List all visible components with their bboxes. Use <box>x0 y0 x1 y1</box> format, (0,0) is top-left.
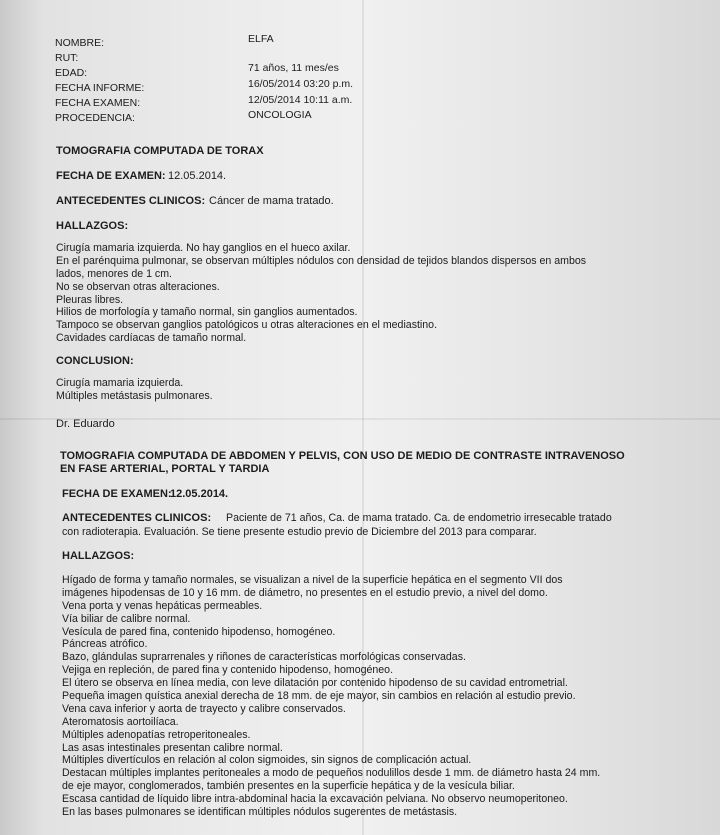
report1-hallazgos-label: HALLAZGOS: <box>56 220 129 232</box>
report2-hallazgo-line: Destacan múltiples implantes peritoneales a modo de pequeños nodulillos desde 1 mm. de diámetro hasta 24 mm. <box>62 767 601 780</box>
report1-conclusion-label: CONCLUSION: <box>56 355 134 367</box>
report1-conclusion-list <box>56 377 213 403</box>
report2-exam-date-label: FECHA DE EXAMEN: <box>62 488 172 500</box>
report2-hallazgo-line: Las asas intestinales presentan calibre normal. <box>62 741 283 754</box>
report2-hallazgo-line: Hígado de forma y tamaño normales, se visualizan a nivel de la superficie hepática en el segmento VII dos <box>62 574 563 586</box>
report1-hallazgo-line: No se observan otras alteraciones. <box>56 280 220 293</box>
report1-hallazgo-line: Tampoco se observan ganglios patológicos u otras alteraciones en el mediastino. <box>56 319 438 332</box>
report2-hallazgo-line: Páncreas atrófico. <box>62 638 148 651</box>
report2-hallazgo-line: En las bases pulmonares se identifican múltiples nódulos sugerentes de metástasis. <box>62 806 458 819</box>
report2-hallazgo-line: Ateromatosis aortoilíaca. <box>62 715 179 728</box>
label-procedencia: PROCEDENCIA: <box>55 112 135 124</box>
report2-hallazgos-label: HALLAZGOS: <box>62 550 135 562</box>
value-edad: 71 años, 11 mes/es <box>248 62 339 74</box>
report2-hallazgo-line: Vía biliar de calibre normal. <box>62 612 191 625</box>
report1-hallazgos-list <box>56 242 586 345</box>
label-fecha-examen: FECHA EXAMEN: <box>55 97 141 109</box>
report2-hallazgo-line: Bazo, glándulas suprarrenales y riñones de características morfológicas conservadas. <box>62 651 466 664</box>
value-procedencia: ONCOLOGIA <box>248 109 312 121</box>
report2-hallazgo-line: Múltiples divertículos en relación al colon sigmoides, sin signos de complicación actual. <box>62 754 472 767</box>
report1-hallazgo-line: lados, menores de 1 cm. <box>56 267 172 280</box>
label-edad: EDAD: <box>55 67 88 79</box>
report1-hallazgo-line: Pleuras libres. <box>56 293 124 306</box>
report2-hallazgo-line: El útero se observa en línea media, con leve dilatación por contenido hipodenso de su cavidad entrometrial. <box>62 677 568 690</box>
report2-hallazgo-line: Múltiples adenopatías retroperitoneales. <box>62 728 251 741</box>
report2-antecedentes-label: ANTECEDENTES CLINICOS: <box>62 512 212 524</box>
report1-conclusion-line: Múltiples metástasis pulmonares. <box>56 389 213 402</box>
report1-hallazgo-line: En el parénquima pulmonar, se observan múltiples nódulos con densidad de tejidos blandos dispersos en ambos <box>56 254 587 267</box>
report1-doctor: Dr. Eduardo <box>56 418 115 430</box>
report2-title-line2: EN FASE ARTERIAL, PORTAL Y TARDIA <box>60 463 270 475</box>
report1-hallazgo-line: Cirugía mamaria izquierda. No hay ganglios en el hueco axilar. <box>56 242 351 254</box>
value-fecha-informe: 16/05/2014 03:20 p.m. <box>248 78 354 90</box>
report2-hallazgo-line: Vena cava inferior y aorta de trayecto y calibre conservados. <box>62 702 346 715</box>
label-fecha-informe: FECHA INFORME: <box>55 82 145 94</box>
report2-hallazgo-line: Pequeña imagen quística anexial derecha de 18 mm. de eje mayor, sin cambios en relación al estudio previo. <box>62 690 576 703</box>
report1-antecedentes: Cáncer de mama tratado. <box>209 195 334 207</box>
report1-hallazgo-line: Cavidades cardíacas de tamaño normal. <box>56 332 247 345</box>
report2-hallazgos-list <box>62 574 600 819</box>
report2-antecedentes-line1: Paciente de 71 años, Ca. de mama tratado. Ca. de endometrio irresecable tratado <box>226 512 612 524</box>
report1-exam-date-label: FECHA DE EXAMEN: <box>56 170 166 182</box>
report2-hallazgo-line: Vena porta y venas hepáticas permeables. <box>62 599 263 612</box>
value-nombre: ELFA <box>248 33 274 45</box>
label-rut: RUT: <box>55 52 79 64</box>
report2-hallazgo-line: Vejiga en repleción, de pared fina y contenido hipodenso, homogéneo. <box>62 664 394 677</box>
report1-hallazgo-line: Hilios de morfología y tamaño normal, sin ganglios aumentados. <box>56 306 358 319</box>
report2-hallazgo-line: imágenes hipodensas de 10 y 16 mm. de diámetro, no presentes en el estudio previo, a nivel del domo. <box>62 586 548 599</box>
report1-exam-date: 12.05.2014. <box>168 170 227 182</box>
report2-exam-date: 12.05.2014. <box>170 488 229 500</box>
value-fecha-examen: 12/05/2014 10:11 a.m. <box>248 94 353 106</box>
report1-title: TOMOGRAFIA COMPUTADA DE TORAX <box>56 145 264 157</box>
report2-hallazgo-line: Vesícula de pared fina, contenido hipodenso, homogéneo. <box>62 625 336 638</box>
report2-antecedentes-line2: con radioterapia. Evaluación. Se tiene presente estudio previo de Diciembre del 2013 para comparar. <box>62 526 537 538</box>
report1-antecedentes-label: ANTECEDENTES CLINICOS: <box>56 195 206 207</box>
report2-title-line1: TOMOGRAFIA COMPUTADA DE ABDOMEN Y PELVIS, CON USO DE MEDIO DE CONTRASTE INTRAVENOSO <box>60 450 625 462</box>
report2-hallazgo-line: Escasa cantidad de líquido libre intra-abdominal hacia la excavación pelviana. No observo neumoperitoneo. <box>62 793 568 806</box>
report2-hallazgo-line: de eje mayor, conglomerados, también presentes en la superficie hepática y de la vesícula biliar. <box>62 780 515 793</box>
report1-conclusion-line: Cirugía mamaria izquierda. <box>56 377 184 389</box>
label-nombre: NOMBRE: <box>55 37 105 49</box>
